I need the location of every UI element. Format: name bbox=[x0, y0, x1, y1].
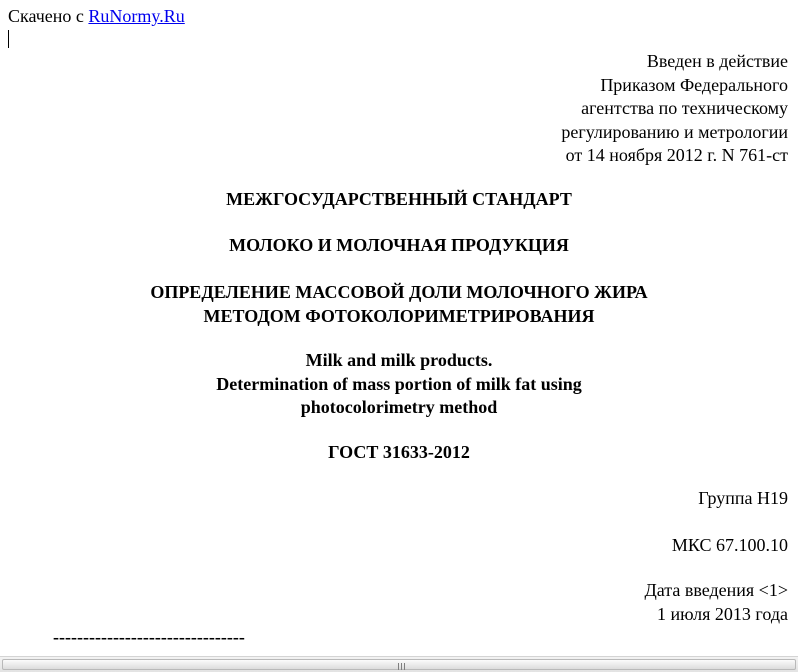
classification-group: Группа Н19 bbox=[698, 488, 788, 508]
introduction-date-label: Дата введения <1> bbox=[644, 580, 788, 600]
source-line bbox=[8, 5, 185, 28]
approval-line: регулированию и метрологии bbox=[561, 121, 788, 142]
approval-line: Приказом Федерального bbox=[600, 74, 788, 95]
source-prefix: Скачено с bbox=[8, 6, 89, 26]
approval-line: Введен в действие bbox=[646, 51, 788, 71]
subtitle-ru-line: ОПРЕДЕЛЕНИЕ МАССОВОЙ ДОЛИ МОЛОЧНОГО ЖИРА bbox=[150, 282, 648, 302]
classification-mks: МКС 67.100.10 bbox=[671, 535, 788, 555]
footnote-separator: -------------------------------- bbox=[53, 627, 245, 647]
title-en-line: photocolorimetry method bbox=[300, 397, 498, 417]
approval-block bbox=[561, 50, 788, 168]
introduction-date-block bbox=[644, 579, 788, 626]
standard-title-en bbox=[0, 349, 798, 420]
title-en-line: Milk and milk products. bbox=[305, 350, 493, 370]
standard-code: ГОСТ 31633-2012 bbox=[328, 442, 470, 462]
approval-line: от 14 ноября 2012 г. N 761-ст bbox=[565, 145, 788, 165]
standard-title-ru: МОЛОКО И МОЛОЧНАЯ ПРОДУКЦИЯ bbox=[229, 235, 569, 255]
source-link[interactable]: RuNormy.Ru bbox=[88, 6, 185, 26]
title-en-line: Determination of mass portion of milk fat using bbox=[216, 373, 582, 394]
text-caret bbox=[8, 30, 9, 48]
horizontal-scrollbar[interactable] bbox=[0, 656, 798, 672]
standard-subtitle-ru bbox=[0, 281, 798, 328]
grip-icon bbox=[398, 663, 407, 670]
standard-type: МЕЖГОСУДАРСТВЕННЫЙ СТАНДАРТ bbox=[226, 189, 572, 209]
approval-line: агентства по техническому bbox=[581, 98, 788, 118]
introduction-date-value: 1 июля 2013 года bbox=[657, 603, 788, 624]
scrollbar-thumb[interactable] bbox=[2, 659, 796, 670]
subtitle-ru-line: МЕТОДОМ ФОТОКОЛОРИМЕТРИРОВАНИЯ bbox=[203, 305, 595, 326]
